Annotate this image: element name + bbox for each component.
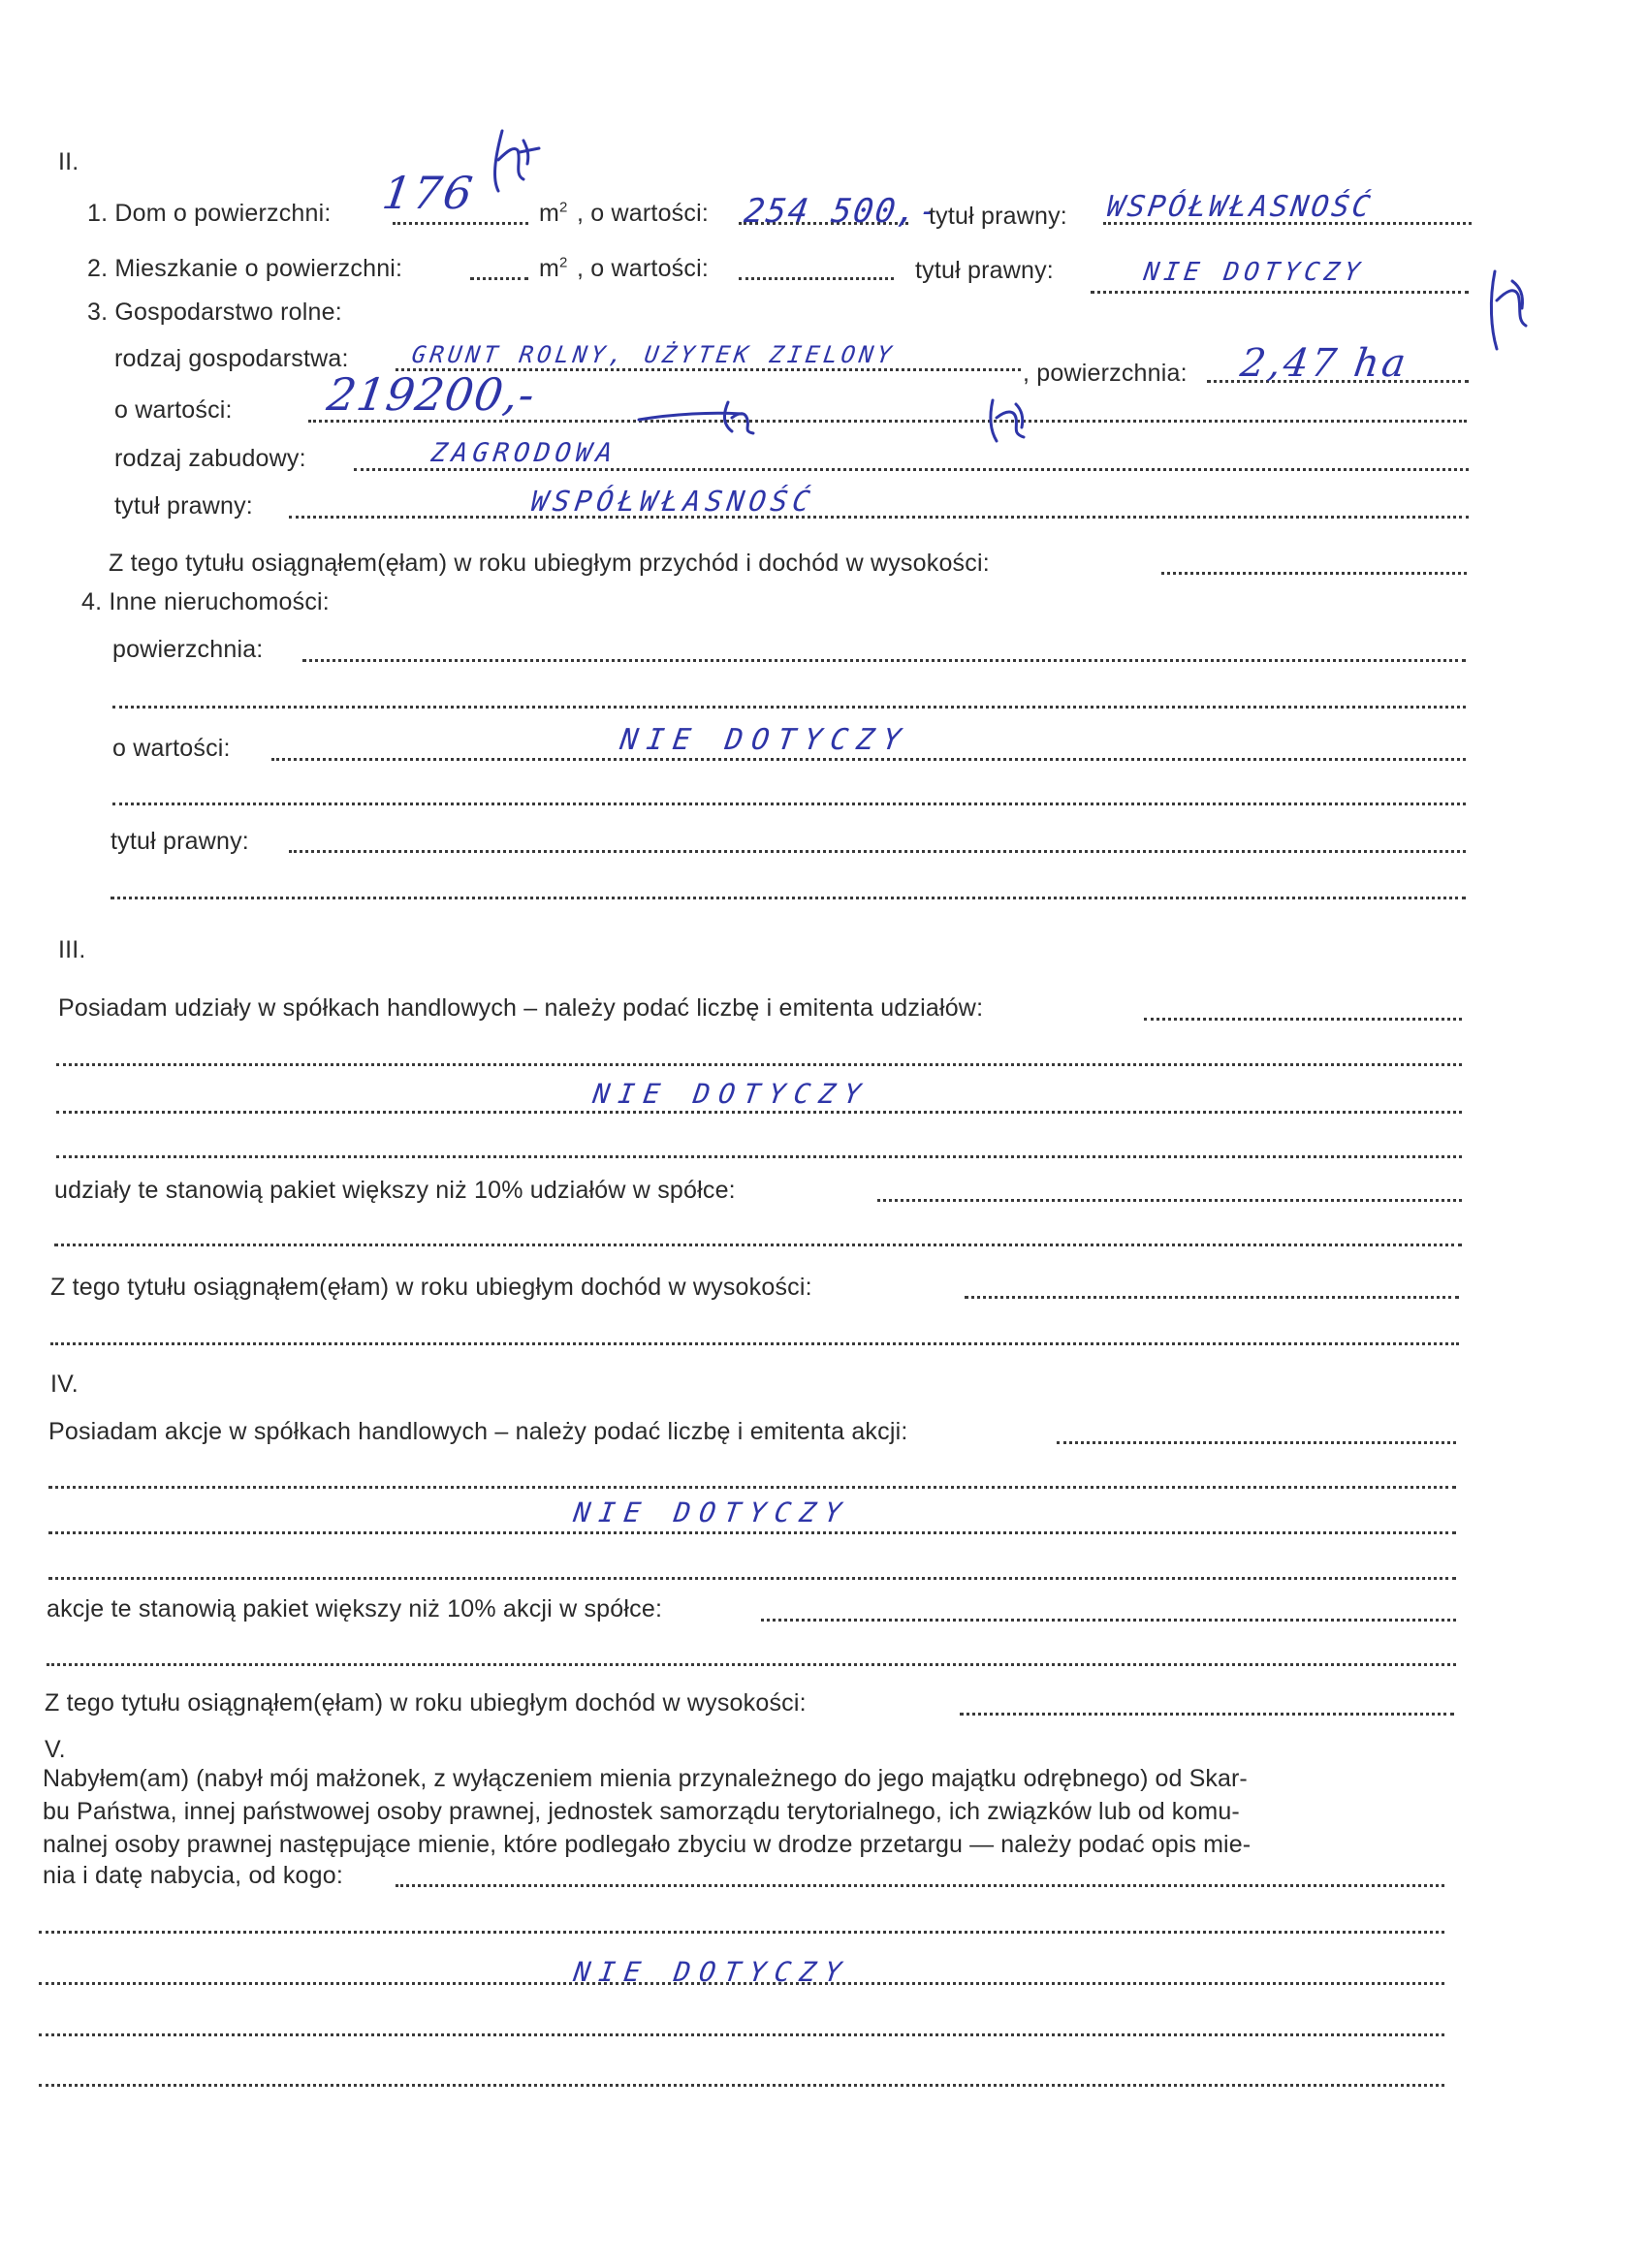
farm-building-label: rodzaj zabudowy: [114,445,306,472]
other-title-field-2[interactable] [111,897,1466,899]
shares-income-field-2[interactable] [50,1342,1459,1345]
house-title-handwritten: WSPÓŁWŁASNOŚĆ [1104,190,1376,224]
shares-income-field[interactable] [965,1296,1459,1299]
initials-signature-top [485,121,553,208]
stocks-field-3[interactable] [48,1531,1456,1534]
section-v-heading: V. [45,1736,66,1763]
farm-value-label: o wartości: [114,396,233,424]
shares-field-4[interactable] [56,1155,1462,1158]
farm-area-handwritten: 2,47 ha [1237,341,1411,386]
acquisition-field-5[interactable] [39,2084,1444,2087]
farm-title-handwritten: WSPÓŁWŁASNOŚĆ [528,485,817,518]
shares-packet-label: udziały te stanowią pakiet większy niż 10% udziałów w spółce: [54,1177,736,1204]
section-iv-heading: IV. [50,1370,79,1398]
acquisition-paragraph [43,1762,1443,1861]
acquisition-line-4: nia i datę nabycia, od kogo: [43,1862,343,1889]
other-area-field-2[interactable] [112,706,1466,709]
farm-area-label: , powierzchnia: [1023,360,1188,387]
initials-signature-margin [1483,262,1541,359]
shares-label: Posiadam udziały w spółkach handlowych – należy podać liczbę i emitenta udziałów: [58,994,984,1022]
section-ii-heading: II. [58,148,79,175]
farm-title-label: tytuł prawny: [114,492,253,520]
other-value-label: o wartości: [112,735,231,762]
shares-income-label: Z tego tytułu osiągnąłem(ęłam) w roku ubiegłym dochód w wysokości: [50,1274,812,1301]
flat-title-label: tytuł prawny: [915,257,1054,284]
shares-field[interactable] [1144,1018,1462,1021]
house-value-label: , o wartości: [577,200,709,227]
stocks-income-field[interactable] [960,1713,1454,1716]
flat-title-field[interactable] [1091,291,1469,294]
flat-unit: $m^2$ [539,254,568,282]
house-area-handwritten: 176 [379,167,478,219]
other-title-label: tytuł prawny: [111,828,249,855]
stocks-field-2[interactable] [48,1486,1456,1489]
stocks-packet-field[interactable] [761,1619,1456,1622]
house-unit: $m^2$ [539,199,568,227]
farm-type-label: rodzaj gospodarstwa: [114,345,349,372]
other-area-field[interactable] [302,659,1466,662]
dash-signature-farm-value [635,393,790,441]
flat-area-label: 2. Mieszkanie o powierzchni: [87,255,403,282]
shares-packet-field[interactable] [877,1199,1462,1202]
acquisition-field-2[interactable] [39,1931,1444,1934]
shares-field-2[interactable] [56,1063,1462,1066]
other-area-label: powierzchnia: [112,636,264,663]
flat-value-label: , o wartości: [577,255,709,282]
acquisition-field-4[interactable] [39,2033,1444,2036]
other-property-label: 4. Inne nieruchomości: [81,588,330,615]
shares-handwritten: NIE DOTYCZY [590,1078,872,1110]
farm-value-handwritten: 219200,- [324,368,539,421]
acquisition-line-3: nalnej osoby prawnej następujące mienie, które podlegało zbyciu w drodze przetargu — należy podać opis mie- [43,1831,1252,1858]
other-value-handwritten: NIE DOTYCZY [618,723,912,757]
other-title-field[interactable] [289,850,1466,853]
stocks-label: Posiadam akcje w spółkach handlowych – należy podać liczbę i emitenta akcji: [48,1418,908,1445]
farm-building-field[interactable] [354,468,1469,471]
farm-income-field[interactable] [1161,572,1467,575]
flat-area-field[interactable] [470,277,528,280]
flat-title-handwritten: NIE DOTYCZY [1141,258,1367,287]
stocks-income-label: Z tego tytułu osiągnąłem(ęłam) w roku ubiegłym dochód w wysokości: [45,1689,807,1717]
stocks-field[interactable] [1057,1441,1456,1444]
stocks-field-4[interactable] [48,1577,1456,1580]
flat-value-field[interactable] [739,277,894,280]
acquisition-line-1: Nabyłem(am) (nabył mój małżonek, z wyłączeniem mienia przynależnego do jego majątku odrębnego) od Skar- [43,1765,1248,1792]
acquisition-handwritten: NIE DOTYCZY [571,1956,852,1988]
house-title-label: tytuł prawny: [929,203,1067,230]
acquisition-field[interactable] [396,1884,1444,1887]
stocks-handwritten: NIE DOTYCZY [571,1496,852,1528]
stocks-packet-field-2[interactable] [47,1663,1456,1666]
house-area-field[interactable] [393,222,528,225]
farm-income-label: Z tego tytułu osiągnąłem(ęłam) w roku ubiegłym przychód i dochód w wysokości: [109,550,990,577]
section-iii-heading: III. [58,936,86,963]
shares-field-3[interactable] [56,1111,1462,1114]
other-value-field[interactable] [271,758,1466,761]
other-value-field-2[interactable] [112,803,1466,805]
farm-building-handwritten: ZAGRODOWA [428,438,619,468]
initials-signature-farm [979,393,1047,451]
stocks-packet-label: akcje te stanowią pakiet większy niż 10% akcji w spółce: [47,1595,663,1622]
shares-packet-field-2[interactable] [54,1244,1462,1246]
farm-type-handwritten: GRUNT ROLNY, UŻYTEK ZIELONY [410,341,898,368]
house-area-label: 1. Dom o powierzchni: [87,200,332,227]
house-value-handwritten: 254 500,- [742,192,944,231]
acquisition-line-2: bu Państwa, innej państwowej osoby prawnej, jednostek samorządu terytorialnego, ich związków lub od komu- [43,1798,1240,1825]
farm-title-field[interactable] [289,516,1469,519]
farm-label: 3. Gospodarstwo rolne: [87,299,342,326]
